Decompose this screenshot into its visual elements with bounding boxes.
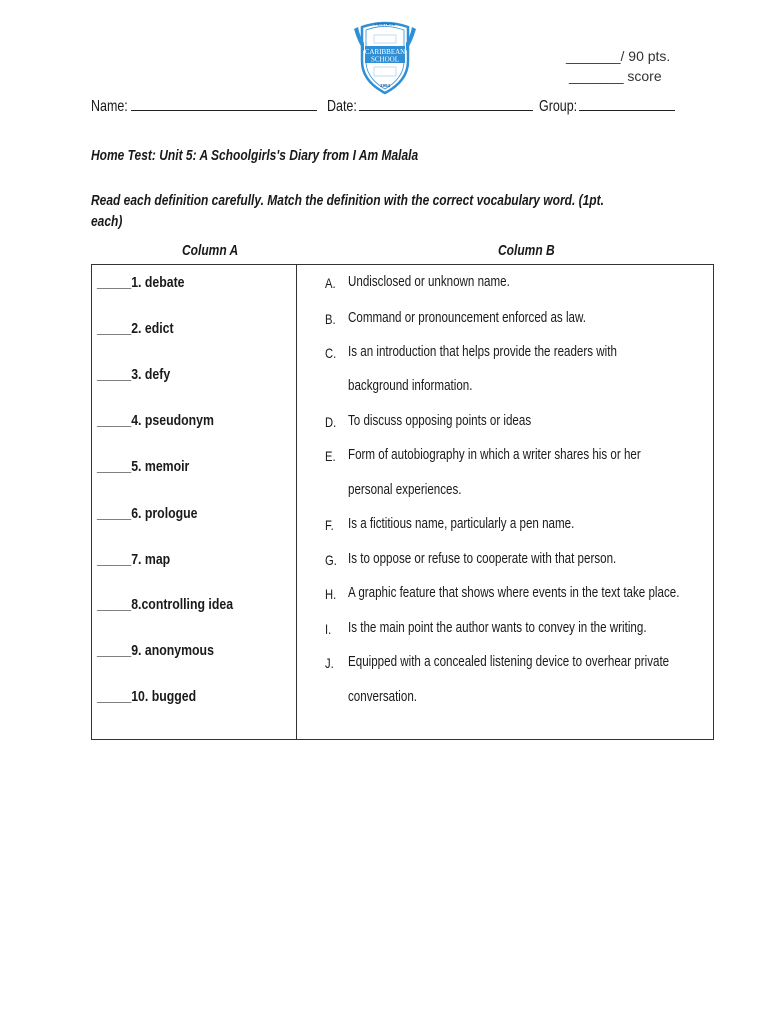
def-c-line1: Is an introduction that helps provide the readers with xyxy=(348,344,617,360)
logo-year: 1954 xyxy=(379,83,391,88)
school-crest-logo xyxy=(352,17,418,95)
group-field[interactable] xyxy=(539,96,675,116)
column-divider xyxy=(296,264,297,740)
term-2[interactable]: _____2. edict xyxy=(97,320,174,337)
def-b: Command or pronouncement enforced as law. xyxy=(348,310,586,326)
term-8[interactable]: _____8.controlling idea xyxy=(97,596,234,613)
term-3[interactable]: _____3. defy xyxy=(97,366,171,383)
def-j-line2: conversation. xyxy=(348,689,417,705)
def-letter-a: A. xyxy=(325,275,336,291)
logo-line2: SCHOOL xyxy=(370,55,400,64)
def-d: To discuss opposing points or ideas xyxy=(348,413,532,429)
term-1[interactable]: _____1. debate xyxy=(97,274,185,291)
def-letter-c: C. xyxy=(325,345,337,361)
def-letter-f: F. xyxy=(325,517,334,533)
logo-line1: CARIBBEAN xyxy=(364,48,406,56)
def-letter-j: J. xyxy=(325,655,334,671)
name-label: Name: xyxy=(91,98,128,115)
term-6[interactable]: _____6. prologue xyxy=(97,505,198,522)
instructions xyxy=(91,190,731,232)
column-a-heading: Column A xyxy=(182,242,239,259)
instructions-line2: each) xyxy=(91,213,123,230)
score-area xyxy=(566,46,670,86)
date-field[interactable] xyxy=(327,96,533,116)
def-letter-g: G. xyxy=(325,552,337,568)
def-letter-b: B. xyxy=(325,311,336,327)
group-label: Group: xyxy=(539,98,578,115)
term-9[interactable]: _____9. anonymous xyxy=(97,642,214,659)
points-line: _______/ 90 pts. xyxy=(566,48,671,64)
def-c-line2: background information. xyxy=(348,378,473,394)
logo-top-text: HERITAGE xyxy=(374,21,396,27)
def-a: Undisclosed or unknown name. xyxy=(348,274,510,290)
term-10[interactable]: _____10. bugged xyxy=(97,688,197,705)
column-b-heading: Column B xyxy=(498,242,555,259)
score-line: _______ score xyxy=(569,68,662,84)
date-blank[interactable] xyxy=(359,96,533,111)
def-letter-h: H. xyxy=(325,586,337,602)
def-letter-i: I. xyxy=(325,621,332,637)
def-h: A graphic feature that shows where events in the text take place. xyxy=(348,585,680,601)
term-5[interactable]: _____5. memoir xyxy=(97,458,190,475)
def-j-line1: Equipped with a concealed listening device to overhear private xyxy=(348,654,670,670)
def-letter-d: D. xyxy=(325,414,337,430)
def-letter-e: E. xyxy=(325,448,336,464)
name-field[interactable] xyxy=(91,96,317,116)
test-title: Home Test: Unit 5: A Schoolgirls's Diary from I Am Malala xyxy=(91,147,419,164)
date-label: Date: xyxy=(327,98,357,115)
term-7[interactable]: _____7. map xyxy=(97,551,171,568)
term-4[interactable]: _____4. pseudonym xyxy=(97,412,214,429)
name-blank[interactable] xyxy=(131,96,317,111)
group-blank[interactable] xyxy=(579,96,675,111)
instructions-line1: Read each definition carefully. Match the definition with the correct vocabulary word. (1pt. xyxy=(91,192,604,209)
def-g: Is to oppose or refuse to cooperate with that person. xyxy=(348,551,617,567)
def-e-line2: personal experiences. xyxy=(348,482,462,498)
def-f: Is a fictitious name, particularly a pen name. xyxy=(348,516,575,532)
def-i: Is the main point the author wants to convey in the writing. xyxy=(348,620,647,636)
def-e-line1: Form of autobiography in which a writer shares his or her xyxy=(348,447,641,463)
